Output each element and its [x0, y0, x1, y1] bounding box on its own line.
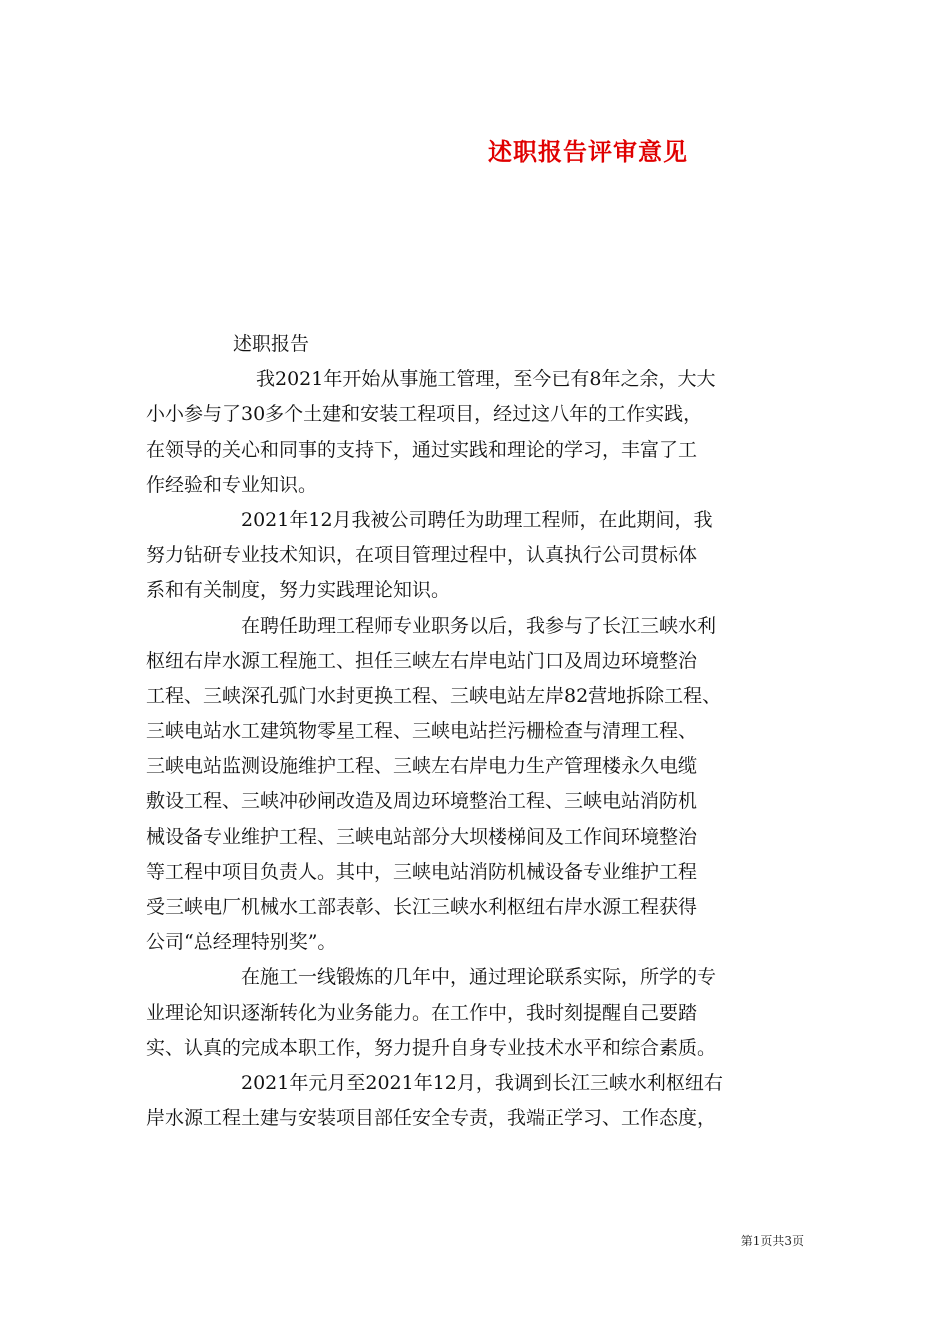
text-line: 实、认真的完成本职工作，努力提升自身专业技术水平和综合素质。 — [146, 1036, 717, 1059]
text-line: 2021年12月我被公司聘任为助理工程师，在此期间，我 — [241, 508, 713, 531]
text-line: 械设备专业维护工程、三峡电站部分大坝楼梯间及工作间环境整治 — [146, 825, 698, 848]
text-line: 枢纽右岸水源工程施工、担任三峡左右岸电站门口及周边环境整治 — [146, 649, 698, 672]
document-title: 述职报告评审意见 — [488, 137, 688, 166]
text-line: 业理论知识逐渐转化为业务能力。在工作中，我时刻提醒自己要踏 — [146, 1001, 698, 1024]
text-line: 在聘任助理工程师专业职务以后，我参与了长江三峡水利 — [241, 614, 717, 637]
text-line: 工程、三峡深孔弧门水封更换工程、三峡电站左岸82营地拆除工程、 — [146, 684, 722, 707]
text-line: 在施工一线锻炼的几年中，通过理论联系实际，所学的专 — [241, 966, 717, 989]
text-line: 敷设工程、三峡冲砂闸改造及周边环境整治工程、三峡电站消防机 — [146, 790, 698, 813]
text-line: 三峡电站监测设施维护工程、三峡左右岸电力生产管理楼永久电缆 — [146, 755, 698, 778]
text-line: 岸水源工程土建与安装项目部任安全专责，我端正学习、工作态度， — [146, 1107, 717, 1130]
text-line: 我2021年开始从事施工管理，至今已有8年之余，大大 — [256, 368, 716, 391]
text-line: 系和有关制度，努力实践理论知识。 — [146, 579, 451, 602]
text-line: 2021年元月至2021年12月，我调到长江三峡水利枢纽右 — [241, 1071, 723, 1094]
text-line: 受三峡电厂机械水工部表彰、长江三峡水利枢纽右岸水源工程获得 — [146, 896, 698, 918]
text-line: 在领导的关心和同事的支持下，通过实践和理论的学习，丰富了工 — [146, 438, 698, 461]
section-heading: 述职报告 — [233, 333, 310, 355]
text-line: 等工程中项目负责人。其中，三峡电站消防机械设备专业维护工程 — [146, 860, 698, 883]
text-line: 三峡电站水工建筑物零星工程、三峡电站拦污栅检查与清理工程、 — [146, 720, 698, 743]
text-line: 努力钻研专业技术知识，在项目管理过程中，认真执行公司贯标体 — [146, 544, 698, 567]
text-line: 小小参与了30多个土建和安装工程项目，经过这八年的工作实践， — [146, 403, 703, 426]
text-line: 作经验和专业知识。 — [146, 473, 318, 496]
text-line: 公司“总经理特别奖”。 — [146, 931, 337, 954]
document-body — [146, 327, 810, 1136]
page-number: 第1页共3页 — [740, 1234, 804, 1248]
